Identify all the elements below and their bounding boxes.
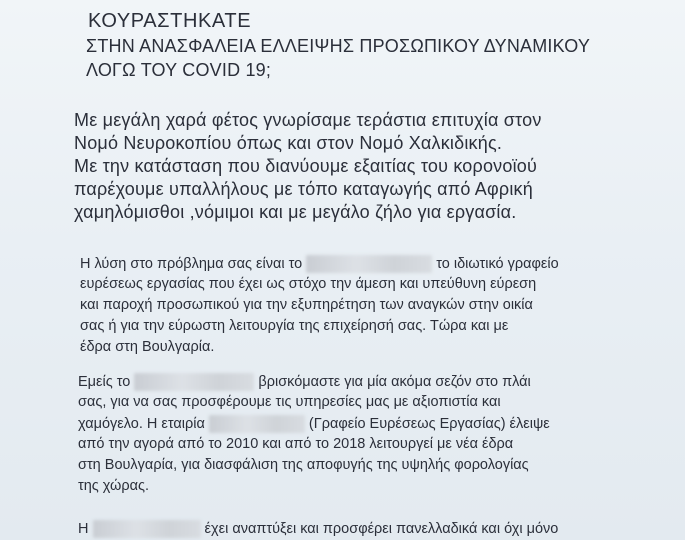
redacted-company-name bbox=[306, 255, 432, 273]
heading-line-2: ΣΤΗΝ ΑΝΑΣΦΑΛΕΙΑ ΕΛΛΕΙΨΗΣ ΠΡΟΣΩΠΙΚΟΥ ΔΥΝΑΜΙΚΟΥ bbox=[86, 36, 591, 56]
intro-line-2: Νομό Νευροκοπίου όπως και στον Νομό Χαλκιδικής. bbox=[74, 133, 503, 153]
para2-line-6: της χώρας. bbox=[78, 478, 149, 494]
para1-line-2: ευρέσεως εργασίας που έχει ως στόχο την άμεση και υπεύθυνη εύρεση bbox=[80, 276, 537, 292]
intro-line-3: Με την κατάσταση που διανύουμε εξαιτίας του κορονοϊού bbox=[74, 156, 538, 176]
para2-line-4: από την αγορά από το 2010 και από το 2018 λειτουργεί με νέα έδρα bbox=[78, 436, 514, 452]
heading-line-3: ΛΟΓΩ ΤΟΥ COVID 19; bbox=[86, 60, 272, 80]
letter-title: ΚΟΥΡΑΣΤΗΚΑΤΕ bbox=[88, 10, 252, 32]
redacted-company-name bbox=[93, 520, 201, 538]
para1-line-3: και παροχή προσωπικού για την εξυπηρέτηση των αναγκών στην οικία bbox=[80, 297, 533, 313]
para2-line-2: σας, για να σας προσφέρουμε τις υπηρεσίες μας με αξιοπιστία και bbox=[78, 394, 501, 410]
para1-line-4: σας ή για την εύρωστη λειτουργία της επιχείρησή σας. Τώρα και με bbox=[80, 318, 509, 334]
para1-line-1: Η λύση στο πρόβλημα σας είναι το το ιδιωτικό γραφείο bbox=[80, 255, 559, 272]
para2-line-3: χαμόγελο. Η εταιρία (Γραφείο Ευρέσεως Εργασίας) έλειψε bbox=[78, 415, 550, 432]
para1-line-5: έδρα στη Βουλγαρία. bbox=[80, 339, 215, 355]
redacted-company-name bbox=[209, 415, 305, 433]
para2-line-1: Εμείς το βρισκόμαστε για μία ακόμα σεζόν στο πλάι bbox=[78, 373, 531, 390]
intro-line-4: παρέχουμε υπαλλήλους με τόπο καταγωγής από Αφρική bbox=[74, 179, 533, 199]
intro-line-1: Με μεγάλη χαρά φέτος γνωρίσαμε τεράστια επιτυχία στον bbox=[74, 110, 542, 130]
para3-line-1: Η έχει αναπτύξει και προσφέρει πανελλαδικά και όχι μόνο bbox=[78, 520, 559, 537]
redacted-company-name bbox=[134, 373, 254, 391]
para2-line-5: στη Βουλγαρία, για διασφάλιση της αποφυγής της υψηλής φορολογίας bbox=[78, 457, 529, 473]
intro-line-5: χαμηλόμισθοι ,νόμιμοι και με μεγάλο ζήλο για εργασία. bbox=[74, 202, 517, 222]
